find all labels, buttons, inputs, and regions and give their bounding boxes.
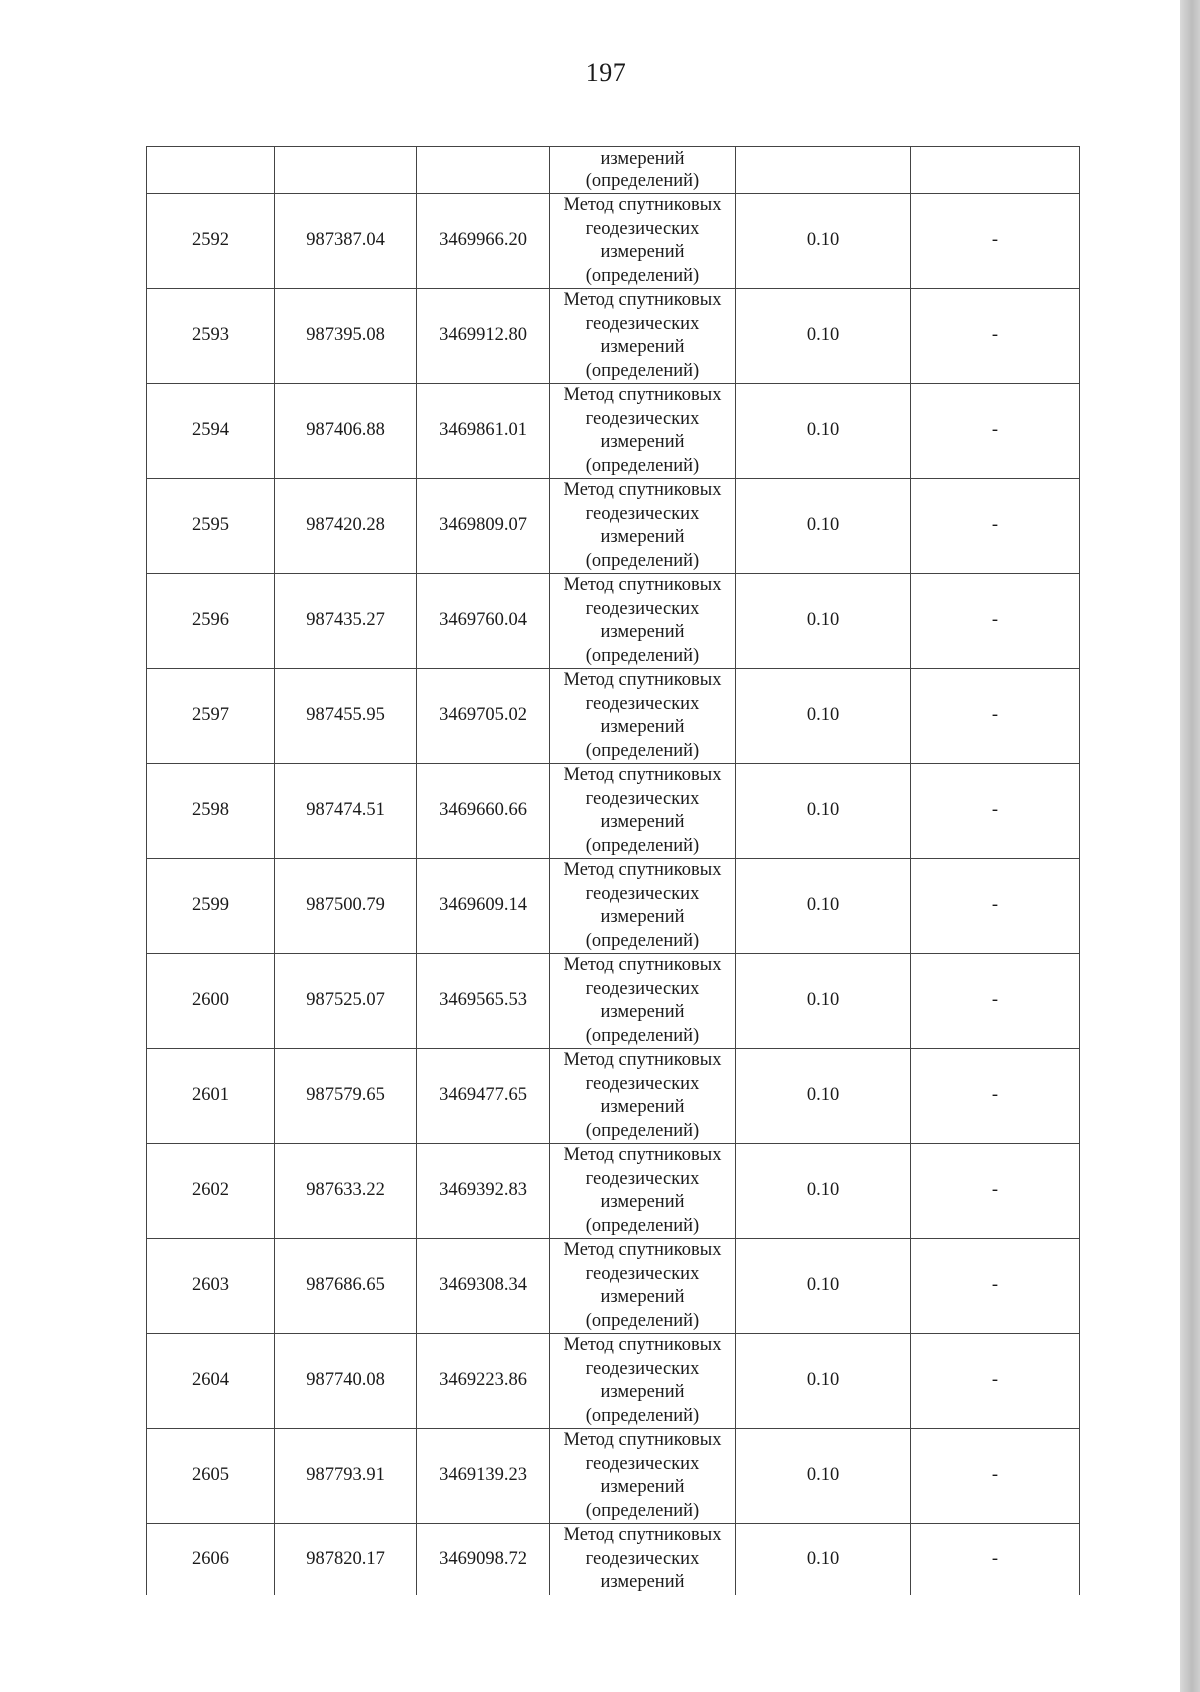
y-coordinate-cell — [417, 764, 550, 859]
point-value: 2604 — [192, 1370, 229, 1391]
y-value: 3469912.80 — [439, 325, 527, 346]
method-cell — [550, 1334, 736, 1429]
y-coordinate-cell — [417, 574, 550, 669]
accuracy-value: 0.10 — [806, 1548, 840, 1569]
method-text: Метод спутниковых геодезических измерений (определений) — [563, 1335, 722, 1426]
point-number-cell — [147, 479, 275, 574]
table-row — [147, 669, 1080, 764]
point-value: 2592 — [192, 230, 229, 251]
note-cell — [911, 954, 1080, 1049]
method-cell — [550, 1049, 736, 1144]
accuracy-value: 0.10 — [806, 705, 840, 726]
table-row — [147, 859, 1080, 954]
method-cell — [550, 764, 736, 859]
y-value: 3469809.07 — [439, 515, 527, 536]
empty-cell — [736, 147, 911, 194]
y-coordinate-cell — [417, 479, 550, 574]
x-value: 987455.95 — [306, 705, 385, 726]
accuracy-cell — [736, 1524, 911, 1595]
y-value: 3469565.53 — [439, 990, 527, 1011]
table-row — [147, 764, 1080, 859]
note-dash: - — [991, 800, 999, 821]
method-cell — [550, 289, 736, 384]
table-row — [147, 479, 1080, 574]
table-row — [147, 1334, 1080, 1429]
empty-cell — [275, 147, 417, 194]
y-value: 3469966.20 — [439, 230, 527, 251]
point-value: 2598 — [192, 800, 229, 821]
y-coordinate-cell — [417, 1524, 550, 1595]
y-value: 3469861.01 — [439, 420, 527, 441]
note-dash: - — [991, 230, 999, 251]
accuracy-value: 0.10 — [806, 1085, 840, 1106]
accuracy-cell — [736, 479, 911, 574]
y-coordinate-cell — [417, 384, 550, 479]
method-text: Метод спутниковых геодезических измерений (определений) — [563, 480, 722, 571]
empty-cell — [147, 147, 275, 194]
point-value: 2593 — [192, 325, 229, 346]
method-cell — [550, 479, 736, 574]
y-value: 3469705.02 — [439, 705, 527, 726]
note-dash: - — [991, 1465, 999, 1486]
accuracy-cell — [736, 194, 911, 289]
point-value: 2596 — [192, 610, 229, 631]
method-text: Метод спутниковых геодезических измерений (определений) — [563, 670, 722, 761]
x-value: 987395.08 — [306, 325, 385, 346]
note-dash: - — [991, 1085, 999, 1106]
y-value: 3469308.34 — [439, 1275, 527, 1296]
method-cell — [550, 859, 736, 954]
note-dash: - — [991, 610, 999, 631]
coordinates-table-body — [147, 147, 1080, 1595]
point-number-cell — [147, 954, 275, 1049]
accuracy-value: 0.10 — [806, 515, 840, 536]
point-value: 2600 — [192, 990, 229, 1011]
y-coordinate-cell — [417, 859, 550, 954]
x-coordinate-cell — [275, 669, 417, 764]
accuracy-cell — [736, 574, 911, 669]
point-number-cell — [147, 1144, 275, 1239]
note-dash: - — [991, 325, 999, 346]
x-value: 987686.65 — [306, 1275, 385, 1296]
empty-cell — [417, 147, 550, 194]
note-dash: - — [991, 1275, 999, 1296]
method-cell — [550, 1429, 736, 1524]
x-value: 987387.04 — [306, 230, 385, 251]
y-coordinate-cell — [417, 1239, 550, 1334]
accuracy-cell — [736, 669, 911, 764]
x-coordinate-cell — [275, 1144, 417, 1239]
note-cell — [911, 1429, 1080, 1524]
table-row — [147, 954, 1080, 1049]
accuracy-cell — [736, 954, 911, 1049]
x-value: 987474.51 — [306, 800, 385, 821]
accuracy-cell — [736, 1239, 911, 1334]
accuracy-value: 0.10 — [806, 230, 840, 251]
x-coordinate-cell — [275, 1524, 417, 1595]
table-row — [147, 384, 1080, 479]
note-cell — [911, 1334, 1080, 1429]
method-cell — [550, 194, 736, 289]
x-value: 987420.28 — [306, 515, 385, 536]
accuracy-cell — [736, 859, 911, 954]
x-value: 987579.65 — [306, 1085, 385, 1106]
y-value: 3469760.04 — [439, 610, 527, 631]
accuracy-value: 0.10 — [806, 1370, 840, 1391]
y-coordinate-cell — [417, 194, 550, 289]
y-coordinate-cell — [417, 1144, 550, 1239]
method-cell — [550, 147, 736, 194]
note-dash: - — [991, 990, 999, 1011]
note-dash: - — [991, 895, 999, 916]
x-coordinate-cell — [275, 1049, 417, 1144]
method-text: Метод спутниковых геодезических измерений (определений) — [563, 290, 722, 381]
accuracy-value: 0.10 — [806, 1465, 840, 1486]
table-row — [147, 289, 1080, 384]
x-value: 987435.27 — [306, 610, 385, 631]
y-coordinate-cell — [417, 669, 550, 764]
note-cell — [911, 1524, 1080, 1595]
accuracy-value: 0.10 — [806, 990, 840, 1011]
method-text: Метод спутниковых геодезических измерений (определений) — [563, 1050, 722, 1141]
method-text: Метод спутниковых геодезических измерений (определений) — [563, 955, 722, 1046]
x-coordinate-cell — [275, 1429, 417, 1524]
x-coordinate-cell — [275, 289, 417, 384]
method-text: Метод спутниковых геодезических измерений (определений) — [563, 575, 722, 666]
y-coordinate-cell — [417, 1334, 550, 1429]
coordinates-table — [146, 146, 1080, 1595]
method-text: Метод спутниковых геодезических измерений (определений) — [563, 385, 722, 476]
note-cell — [911, 1144, 1080, 1239]
point-value: 2599 — [192, 895, 229, 916]
note-cell — [911, 1239, 1080, 1334]
note-dash: - — [991, 1370, 999, 1391]
y-value: 3469660.66 — [439, 800, 527, 821]
note-dash: - — [991, 515, 999, 536]
y-value: 3469139.23 — [439, 1465, 527, 1486]
accuracy-value: 0.10 — [806, 610, 840, 631]
x-coordinate-cell — [275, 1334, 417, 1429]
page-number: 197 — [585, 58, 627, 87]
method-text: Метод спутниковых геодезических измерений (определений) — [563, 195, 722, 286]
point-value: 2602 — [192, 1180, 229, 1201]
x-coordinate-cell — [275, 479, 417, 574]
point-number-cell — [147, 1524, 275, 1595]
x-value: 987525.07 — [306, 990, 385, 1011]
point-number-cell — [147, 194, 275, 289]
note-dash: - — [991, 705, 999, 726]
method-text: Метод спутниковых геодезических измерений (определений) — [563, 1430, 722, 1521]
accuracy-value: 0.10 — [806, 895, 840, 916]
x-coordinate-cell — [275, 954, 417, 1049]
method-cell — [550, 1524, 736, 1595]
note-cell — [911, 574, 1080, 669]
method-text: Метод спутниковых геодезических измерений (определений) — [563, 1240, 722, 1331]
x-value: 987500.79 — [306, 895, 385, 916]
x-value: 987793.91 — [306, 1465, 385, 1486]
note-cell — [911, 479, 1080, 574]
note-cell — [911, 384, 1080, 479]
point-number-cell — [147, 764, 275, 859]
table-row — [147, 1144, 1080, 1239]
note-dash: - — [991, 1180, 999, 1201]
point-value: 2605 — [192, 1465, 229, 1486]
note-cell — [911, 764, 1080, 859]
method-cell — [550, 954, 736, 1049]
table-row — [147, 1524, 1080, 1595]
accuracy-cell — [736, 384, 911, 479]
y-coordinate-cell — [417, 1429, 550, 1524]
x-coordinate-cell — [275, 384, 417, 479]
y-value: 3469392.83 — [439, 1180, 527, 1201]
continuation-row — [147, 147, 1080, 194]
accuracy-value: 0.10 — [806, 325, 840, 346]
y-coordinate-cell — [417, 1049, 550, 1144]
point-value: 2601 — [192, 1085, 229, 1106]
note-cell — [911, 1049, 1080, 1144]
x-value: 987820.17 — [306, 1548, 385, 1569]
y-coordinate-cell — [417, 289, 550, 384]
point-value: 2597 — [192, 705, 229, 726]
method-text: Метод спутниковых геодезических измерений (определений) — [563, 1145, 722, 1236]
empty-cell — [911, 147, 1080, 194]
method-cell — [550, 384, 736, 479]
point-number-cell — [147, 1334, 275, 1429]
y-value: 3469223.86 — [439, 1370, 527, 1391]
table-row — [147, 194, 1080, 289]
x-coordinate-cell — [275, 1239, 417, 1334]
table-row — [147, 1049, 1080, 1144]
point-value: 2594 — [192, 420, 229, 441]
x-coordinate-cell — [275, 194, 417, 289]
point-value: 2595 — [192, 515, 229, 536]
method-cell — [550, 574, 736, 669]
point-value: 2603 — [192, 1275, 229, 1296]
note-dash: - — [991, 1548, 999, 1569]
point-number-cell — [147, 859, 275, 954]
table-row — [147, 1429, 1080, 1524]
x-coordinate-cell — [275, 859, 417, 954]
note-dash: - — [991, 420, 999, 441]
x-value: 987406.88 — [306, 420, 385, 441]
note-cell — [911, 194, 1080, 289]
accuracy-value: 0.10 — [806, 800, 840, 821]
point-number-cell — [147, 1429, 275, 1524]
method-cell — [550, 1239, 736, 1334]
note-cell — [911, 289, 1080, 384]
point-number-cell — [147, 1239, 275, 1334]
method-text: измерений (определений) — [585, 149, 700, 191]
x-coordinate-cell — [275, 764, 417, 859]
point-value: 2606 — [192, 1548, 229, 1569]
point-number-cell — [147, 384, 275, 479]
accuracy-cell — [736, 289, 911, 384]
accuracy-cell — [736, 764, 911, 859]
y-value: 3469098.72 — [439, 1548, 527, 1569]
y-coordinate-cell — [417, 954, 550, 1049]
table-row — [147, 1239, 1080, 1334]
y-value: 3469609.14 — [439, 895, 527, 916]
method-text: Метод спутниковых геодезических измерений — [563, 1525, 722, 1592]
note-cell — [911, 669, 1080, 764]
x-value: 987740.08 — [306, 1370, 385, 1391]
note-cell — [911, 859, 1080, 954]
method-cell — [550, 1144, 736, 1239]
accuracy-value: 0.10 — [806, 1275, 840, 1296]
method-cell — [550, 669, 736, 764]
method-text: Метод спутниковых геодезических измерений (определений) — [563, 765, 722, 856]
accuracy-value: 0.10 — [806, 1180, 840, 1201]
accuracy-cell — [736, 1144, 911, 1239]
method-text: Метод спутниковых геодезических измерений (определений) — [563, 860, 722, 951]
table-row — [147, 574, 1080, 669]
point-number-cell — [147, 289, 275, 384]
point-number-cell — [147, 574, 275, 669]
accuracy-cell — [736, 1334, 911, 1429]
point-number-cell — [147, 669, 275, 764]
accuracy-cell — [736, 1429, 911, 1524]
point-number-cell — [147, 1049, 275, 1144]
scan-edge-shadow — [1180, 0, 1200, 1692]
x-value: 987633.22 — [306, 1180, 385, 1201]
accuracy-cell — [736, 1049, 911, 1144]
y-value: 3469477.65 — [439, 1085, 527, 1106]
accuracy-value: 0.10 — [806, 420, 840, 441]
x-coordinate-cell — [275, 574, 417, 669]
